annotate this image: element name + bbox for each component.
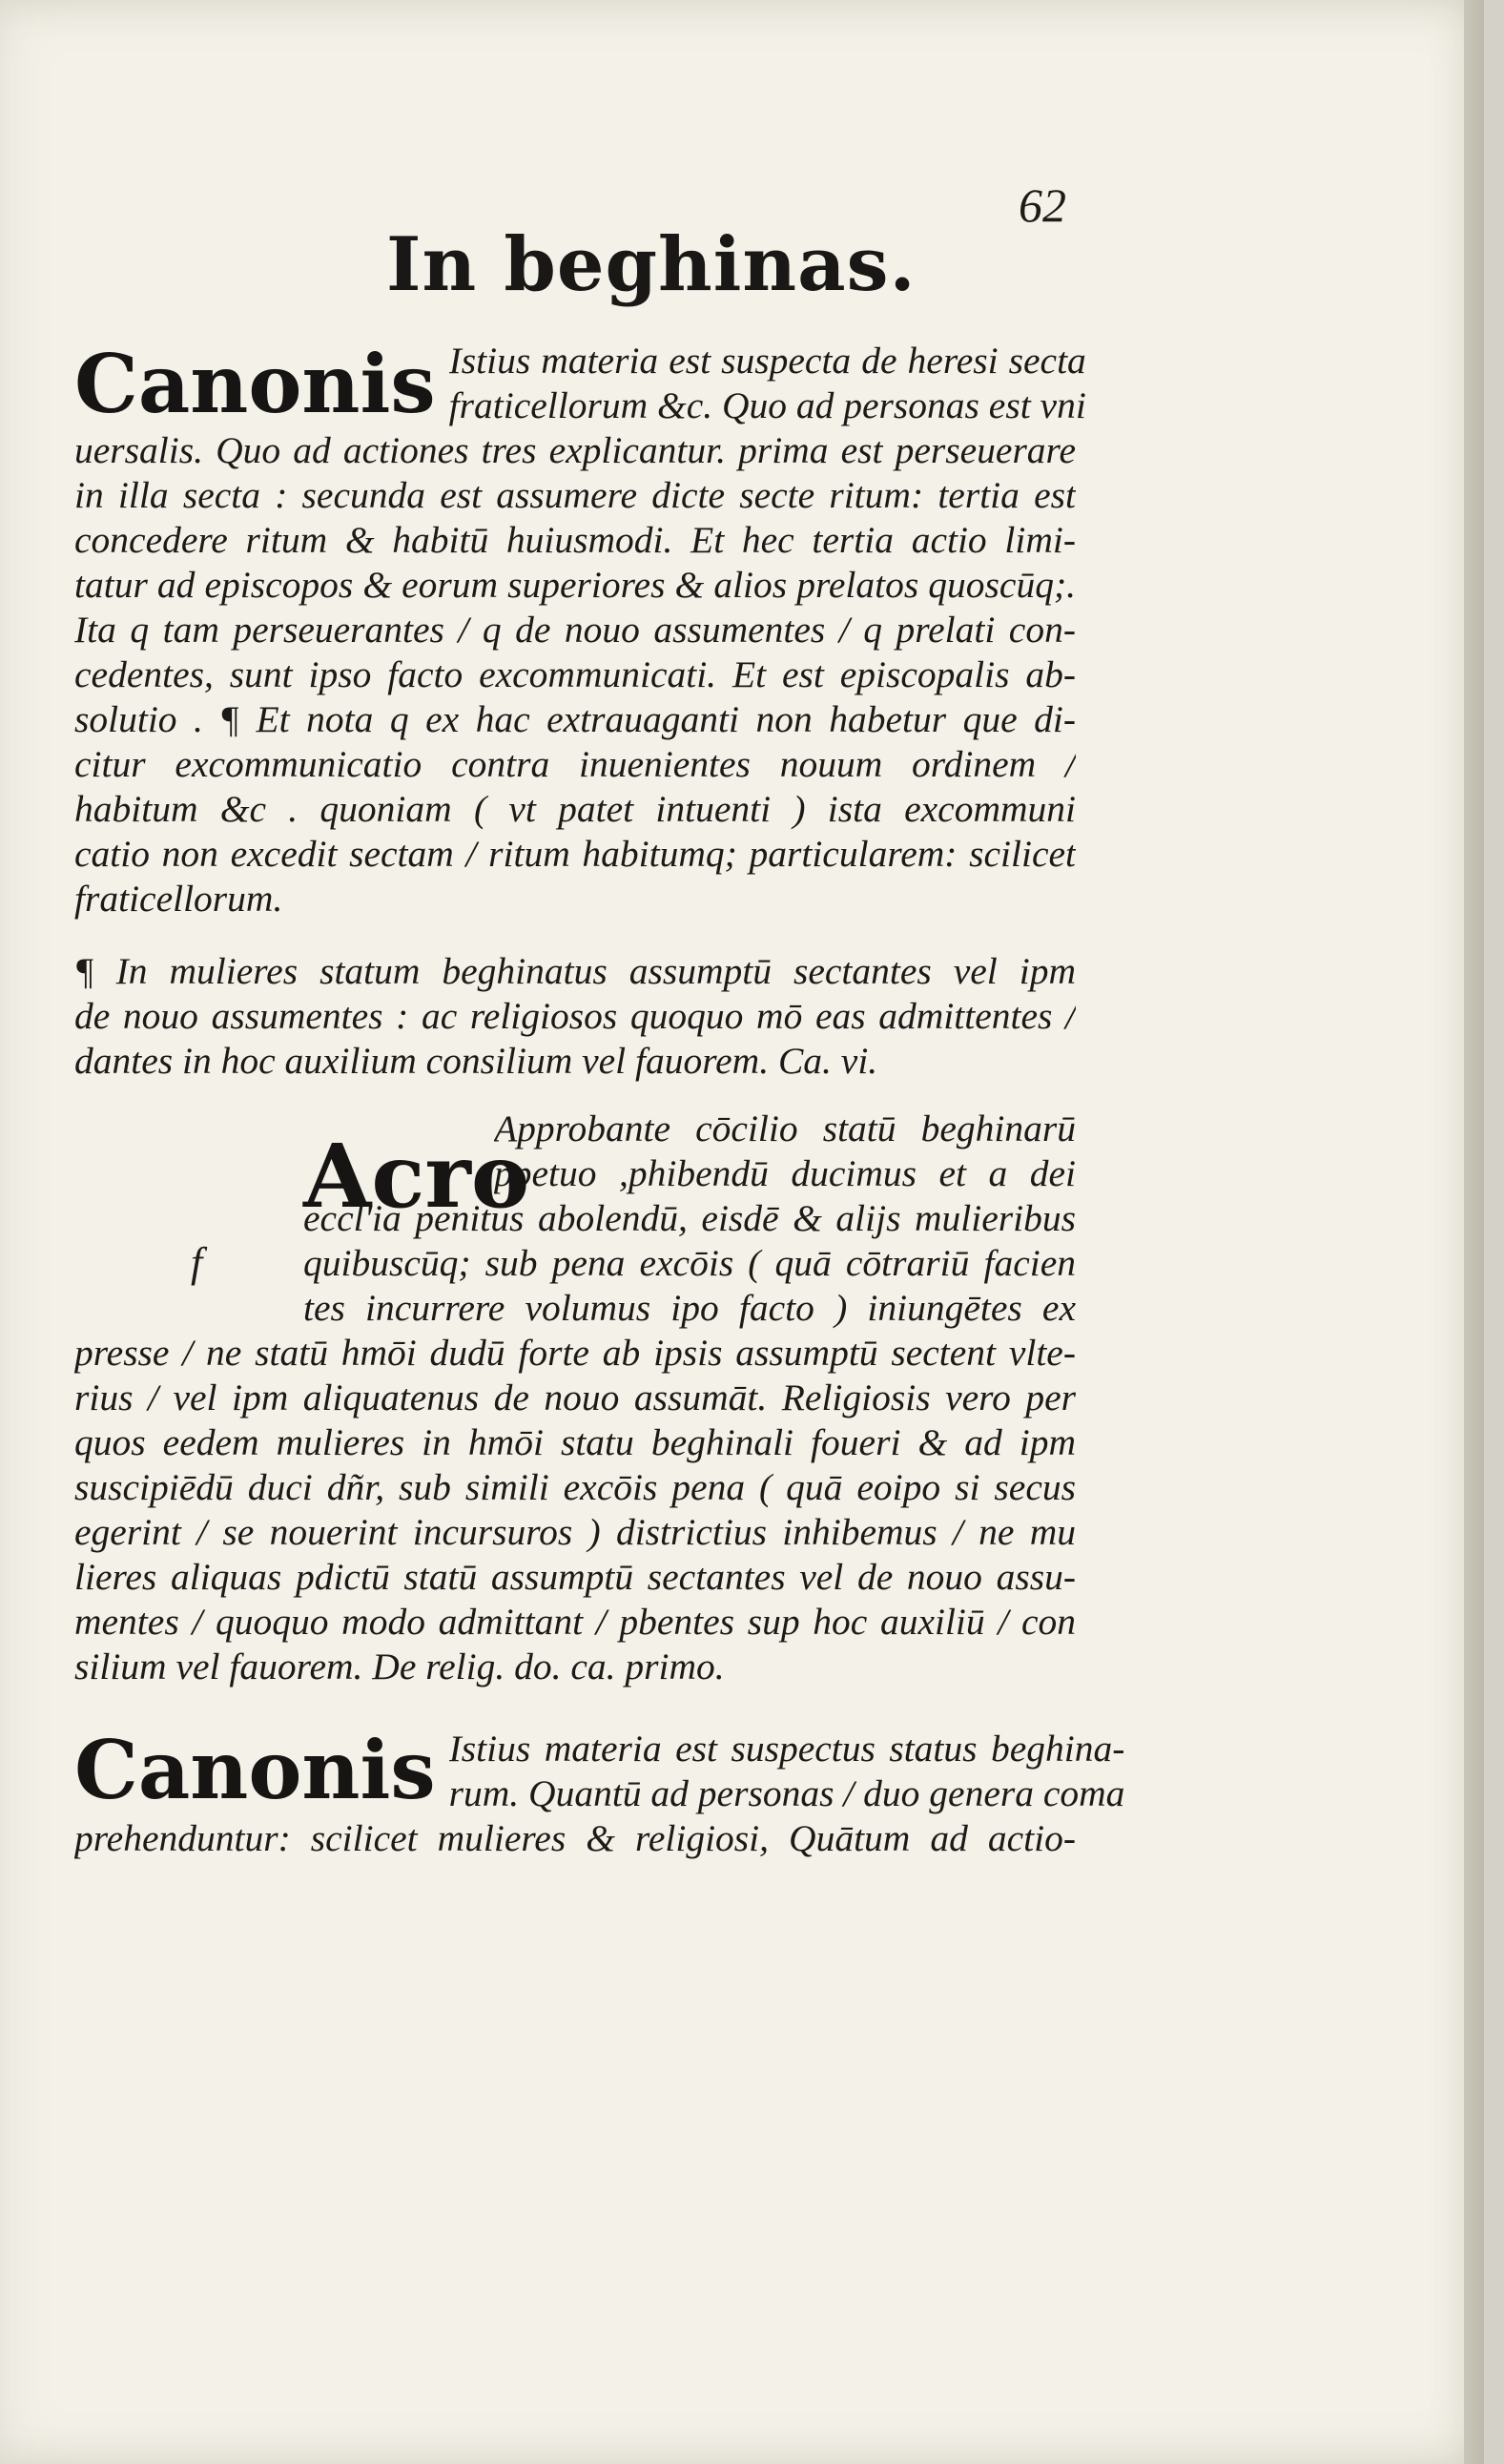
text-line: rius / vel ipm aliquatenus de nouo assumāt. Religiosis vero per — [74, 1377, 1076, 1418]
text-line: presse / ne statū hmōi dudū forte ab ipsis assumptū sectent vlte- — [74, 1332, 1076, 1374]
canonis-heading: Canonis — [74, 337, 436, 431]
text-line: quos eedem mulieres in hmōi statu beghinali foueri & ad ipm — [74, 1421, 1076, 1463]
text-line: Approbante cōcilio statū beghinarū — [494, 1108, 1076, 1149]
text-line: ppetuo ,phibendū ducimus et a dei — [494, 1152, 1076, 1194]
text-line: cedentes, sunt ipso facto excommunicati. Et est episcopalis ab- — [74, 653, 1076, 695]
text-line: solutio . ¶ Et nota q ex hac extrauaganti non habetur que di- — [74, 698, 1076, 740]
canonis-section-2 — [74, 1723, 1125, 1861]
text-line: concedere ritum & habitū huiusmodi. Et hec tertia actio limi- — [74, 519, 1076, 561]
text-line: fraticellorum. — [74, 878, 283, 920]
canonis-section-1 — [74, 337, 1086, 921]
text-line: uersalis. Quo ad actiones tres explicantur. prima est perseuerare — [74, 429, 1076, 471]
decretal-head-lines — [494, 1107, 1076, 1196]
margin-note: f — [191, 1239, 203, 1286]
text-line: egerint / se nouerint incursuros ) districtius inhibemus / ne mu — [74, 1511, 1076, 1553]
text-line: mentes / quoquo modo admittant / pbentes sup hoc auxiliū / con — [74, 1601, 1076, 1643]
text-line: in illa secta : secunda est assumere dicte secte ritum: tertia est — [74, 474, 1076, 516]
text-line: catio non excedit sectam / ritum habitumq; particularem: scilicet — [74, 833, 1076, 875]
text-line: silium vel fauorem. De relig. do. ca. primo. — [74, 1646, 725, 1688]
text-line: Istius materia est suspectus status beghina- — [448, 1728, 1125, 1770]
text-line: lieres aliquas pdictū statū assumptū sectantes vel de nouo assu- — [74, 1556, 1076, 1598]
rubric-line: ¶ In mulieres statum beghinatus assumptū sectantes vel ipm — [74, 950, 1076, 992]
text-line: citur excommunicatio contra inuenientes nouum ordinem / — [74, 743, 1076, 785]
text-line: suscipiēdū duci dñr, sub simili excōis pena ( quā eoipo si secus — [74, 1466, 1076, 1508]
rubric-line: dantes in hoc auxilium consilium vel fauorem. Ca. vi. — [74, 1040, 878, 1082]
text-line: rum. Quantū ad personas / duo genera coma — [448, 1772, 1125, 1814]
running-head: In beghinas. — [386, 221, 917, 308]
text-line: quibuscūq; sub pena excōis ( quā cōtrariū facien — [303, 1242, 1076, 1284]
rubric-line: de nouo assumentes : ac religiosos quoquo mō eas admittentes / — [74, 995, 1076, 1037]
acro-heading: Acro — [303, 1125, 530, 1228]
text-line: fraticellorum &c. Quo ad personas est vni — [448, 384, 1086, 426]
text-line: eccl'ia penitus abolendū, eisdē & alijs mulieribus — [303, 1197, 1076, 1239]
text-line: tes incurrere volumus ipo facto ) iniungētes ex — [303, 1287, 1076, 1329]
decretal-section — [74, 1107, 1076, 1689]
text-line: Ita q tam perseuerantes / q de nouo assumentes / q prelati con- — [74, 609, 1076, 651]
text-line: habitum &c . quoniam ( vt patet intuenti ) ista excommuni — [74, 788, 1076, 830]
rubric — [74, 949, 1076, 1084]
text-line: prehenduntur: scilicet mulieres & religiosi, Quātum ad actio- — [74, 1817, 1076, 1859]
folio-number: 62 — [1019, 178, 1066, 232]
page-edge — [1464, 0, 1484, 2464]
canonis-heading: Canonis — [74, 1723, 436, 1817]
text-line: Istius materia est suspecta de heresi secta — [448, 340, 1086, 382]
text-line: tatur ad episcopos & eorum superiores & alios prelatos quoscūq;. — [74, 564, 1076, 606]
